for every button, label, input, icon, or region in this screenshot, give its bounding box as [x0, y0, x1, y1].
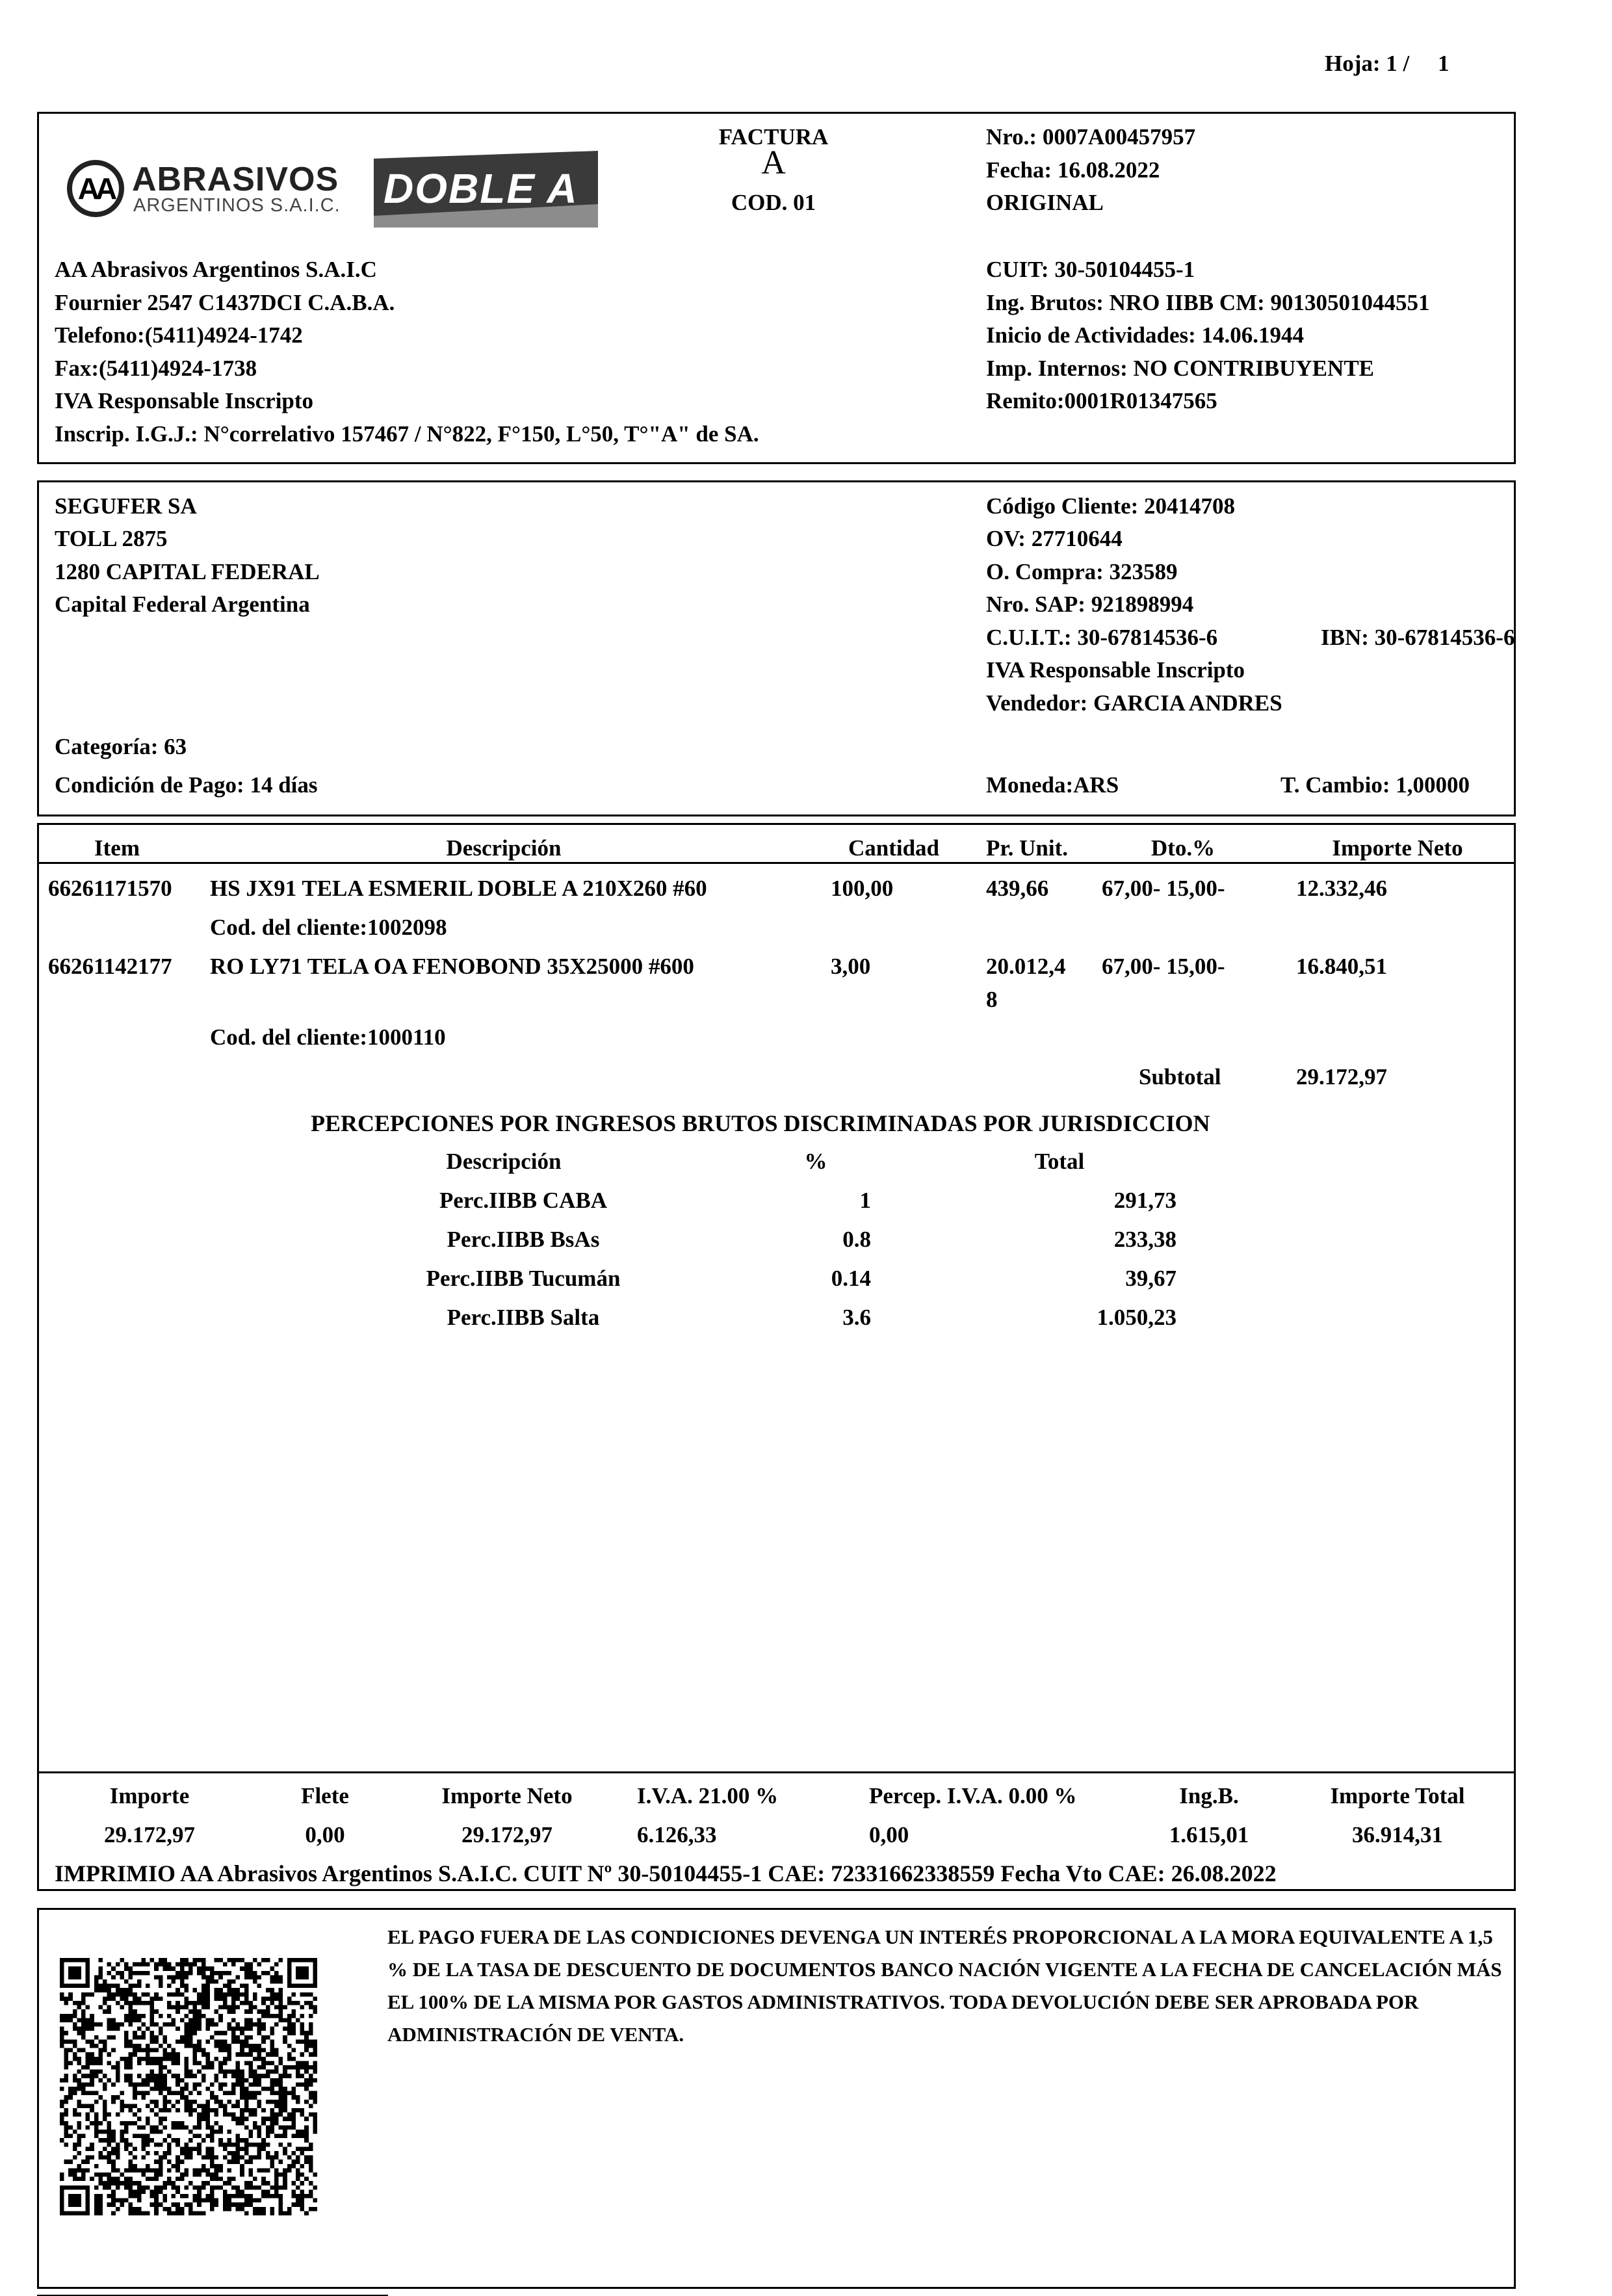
total-col-net: Importe Neto — [441, 1783, 573, 1808]
perc-total: 233,38 — [1113, 1227, 1176, 1252]
col-description: Descripción — [446, 835, 562, 861]
issuer-name: AA Abrasivos Argentinos S.A.I.C — [55, 257, 377, 282]
total-ingb: 1.615,01 — [1169, 1822, 1249, 1847]
row-net-amount: 16.840,51 — [1296, 954, 1387, 979]
currency: Moneda:ARS — [986, 772, 1119, 798]
customer-cuit: C.U.I.T.: 30-67814536-6 — [986, 625, 1218, 650]
perc-col-total: Total — [1034, 1149, 1085, 1174]
payment-condition: Condición de Pago: 14 días — [55, 772, 318, 798]
perc-percent: 1 — [859, 1188, 871, 1213]
invoice-date: Fecha: 16.08.2022 — [986, 157, 1160, 183]
perc-percent: 0.14 — [831, 1266, 871, 1291]
printed-by-line: IMPRIMIO AA Abrasivos Argentinos S.A.I.C. CUIT Nº 30-50104455-1 CAE: 72331662338559 Fecha Vto CAE: 26.08.2022 — [55, 1860, 1277, 1886]
col-item: Item — [94, 835, 140, 861]
invoice-letter: A — [761, 144, 786, 181]
customer-box — [37, 480, 1516, 816]
perc-total: 291,73 — [1113, 1188, 1176, 1213]
legal-notice: EL PAGO FUERA DE LAS CONDICIONES DEVENGA UN INTERÉS PROPORCIONAL A LA MORA EQUIVALENTE A 1,5 % DE LA TASA DE DESCUENTO DE DOCUMENTOS BANCO NACIÓN VIGENTE A LA FECHA DE CANCELACIÓN MÁS EL 100% DE LA MISMA POR GASTOS ADMINISTRATIVOS. TODA DEVOLUCIÓN DEBE SER APROBADA POR ADMINISTRACIÓN DE VENTA. — [387, 1925, 1502, 2046]
invoice-title: FACTURA — [718, 124, 829, 150]
exchange-rate: T. Cambio: 1,00000 — [1280, 772, 1470, 798]
row-item: 66261171570 — [48, 876, 172, 901]
total-col-importe: Importe — [109, 1783, 190, 1808]
perc-total: 1.050,23 — [1097, 1305, 1176, 1330]
issuer-igj: Inscrip. I.G.J.: N°correlativo 157467 / N°822, F°150, L°50, T°"A" de SA. — [55, 421, 759, 447]
qr-code-icon — [60, 1958, 317, 2215]
customer-name: SEGUFER SA — [55, 493, 197, 519]
row-description: RO LY71 TELA OA FENOBOND 35X25000 #600 — [210, 954, 694, 979]
total-iva: 6.126,33 — [637, 1822, 717, 1847]
row-client-code: Cod. del cliente:1002098 — [210, 915, 447, 940]
invoice-code: COD. 01 — [731, 190, 816, 215]
subtotal-label: Subtotal — [1139, 1064, 1221, 1089]
col-discount: Dto.% — [1150, 835, 1216, 861]
logo-name: ABRASIVOS — [132, 161, 339, 198]
perc-description: Perc.IIBB Tucumán — [426, 1266, 621, 1291]
row-client-code: Cod. del cliente:1000110 — [210, 1024, 446, 1050]
total-importe: 29.172,97 — [104, 1822, 195, 1847]
issuer-imp-internos: Imp. Internos: NO CONTRIBUYENTE — [986, 356, 1375, 381]
perc-percent: 0.8 — [842, 1227, 871, 1252]
perceptions-title: PERCEPCIONES POR INGRESOS BRUTOS DISCRIMINADAS POR JURISDICCION — [311, 1110, 1210, 1136]
issuer-cuit: CUIT: 30-50104455-1 — [986, 257, 1195, 282]
row-quantity: 100,00 — [831, 876, 894, 901]
row-item: 66261142177 — [48, 954, 172, 979]
col-net-amount: Importe Neto — [1332, 835, 1463, 861]
total-grand: 36.914,31 — [1352, 1822, 1443, 1847]
issuer-phone: Telefono:(5411)4924-1742 — [55, 322, 303, 348]
customer-ibn: IBN: 30-67814536-6 — [1321, 625, 1515, 650]
perc-col-description: Descripción — [446, 1149, 562, 1174]
customer-iva: IVA Responsable Inscripto — [986, 657, 1245, 683]
total-col-total: Importe Total — [1330, 1783, 1465, 1808]
perc-total: 39,67 — [1125, 1266, 1176, 1291]
row-description: HS JX91 TELA ESMERIL DOBLE A 210X260 #60 — [210, 876, 707, 901]
perc-description: Perc.IIBB CABA — [439, 1188, 607, 1213]
total-net: 29.172,97 — [462, 1822, 552, 1847]
sheet-total: 1 — [1438, 51, 1450, 76]
total-col-iva: I.V.A. 21.00 % — [637, 1783, 779, 1808]
total-col-flete: Flete — [301, 1783, 349, 1808]
aa-logo-icon: AA — [67, 160, 124, 217]
total-col-perc-iva: Percep. I.V.A. 0.00 % — [869, 1783, 1077, 1808]
customer-sap: Nro. SAP: 921898994 — [986, 592, 1194, 617]
sheet-label: Hoja: 1 / — [1325, 51, 1410, 76]
issuer-iva: IVA Responsable Inscripto — [55, 388, 314, 413]
row-net-amount: 12.332,46 — [1296, 876, 1387, 901]
customer-street: TOLL 2875 — [55, 526, 168, 551]
customer-code: Código Cliente: 20414708 — [986, 493, 1236, 519]
col-unit-price: Pr. Unit. — [985, 835, 1069, 861]
row-unit-price: 439,66 — [986, 876, 1049, 901]
subtotal-value: 29.172,97 — [1296, 1064, 1387, 1089]
perc-description: Perc.IIBB Salta — [447, 1305, 600, 1330]
customer-purchase-order: O. Compra: 323589 — [986, 559, 1178, 584]
doble-a-brand: DOBLE A — [384, 165, 578, 212]
total-flete: 0,00 — [305, 1822, 345, 1847]
items-box — [37, 823, 1516, 1891]
totals-divider — [37, 1771, 1516, 1773]
row-discount: 67,00- 15,00- — [1102, 954, 1225, 979]
row-unit-price: 20.012,4 — [986, 954, 1066, 979]
customer-seller: Vendedor: GARCIA ANDRES — [986, 690, 1282, 716]
issuer-address: Fournier 2547 C1437DCI C.A.B.A. — [55, 290, 395, 315]
logo-sub: ARGENTINOS S.A.I.C. — [133, 195, 341, 216]
customer-category: Categoría: 63 — [55, 734, 187, 759]
total-col-ingb: Ing.B. — [1179, 1783, 1239, 1808]
total-perc-iva: 0,00 — [869, 1822, 909, 1847]
issuer-remito: Remito:0001R01347565 — [986, 388, 1217, 413]
row-quantity: 3,00 — [831, 954, 871, 979]
row-unit-price-wrap: 8 — [986, 987, 998, 1012]
items-header-divider — [37, 862, 1516, 864]
issuer-ing-brutos: Ing. Brutos: NRO IIBB CM: 90130501044551 — [986, 290, 1430, 315]
row-discount: 67,00- 15,00- — [1102, 876, 1225, 901]
perc-description: Perc.IIBB BsAs — [447, 1227, 600, 1252]
perc-percent: 3.6 — [842, 1305, 871, 1330]
customer-country: Capital Federal Argentina — [55, 592, 310, 617]
invoice-copy: ORIGINAL — [986, 190, 1104, 215]
customer-ov: OV: 27710644 — [986, 526, 1123, 551]
col-quantity: Cantidad — [848, 835, 940, 861]
issuer-inicio: Inicio de Actividades: 14.06.1944 — [986, 322, 1305, 348]
customer-city: 1280 CAPITAL FEDERAL — [55, 559, 320, 584]
perc-col-percent: % — [804, 1149, 827, 1174]
invoice-number: Nro.: 0007A00457957 — [986, 124, 1196, 150]
issuer-fax: Fax:(5411)4924-1738 — [55, 356, 257, 381]
